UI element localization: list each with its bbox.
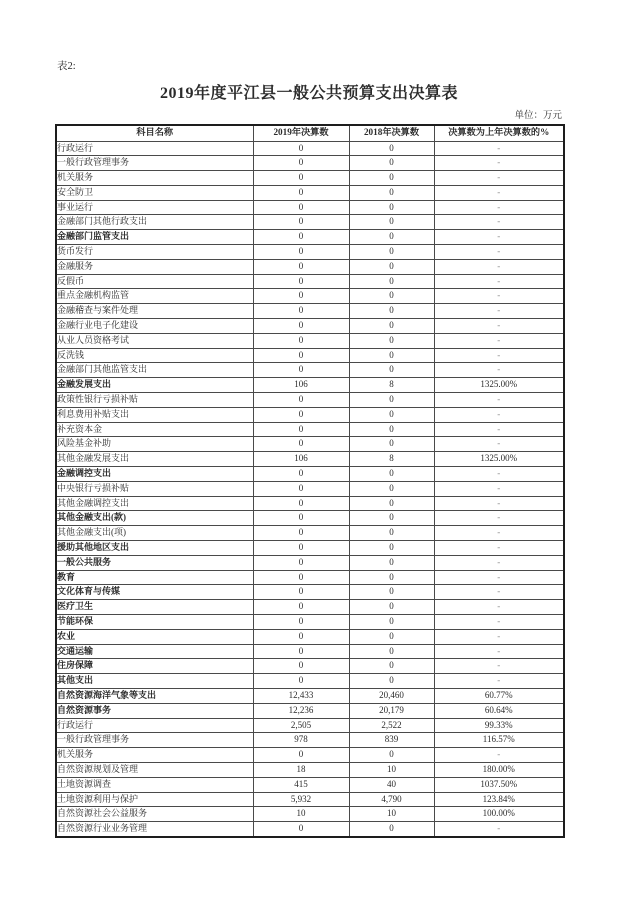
subject-name-cell: 其他金融调控支出 (56, 496, 253, 511)
percent-of-prior-year-cell: 99.33% (434, 718, 564, 733)
percent-of-prior-year-cell: 1037.50% (434, 777, 564, 792)
percent-of-prior-year-cell: - (434, 200, 564, 215)
percent-of-prior-year-cell: - (434, 422, 564, 437)
value-2019-cell: 415 (253, 777, 349, 792)
table-row (56, 348, 564, 363)
table-row (56, 230, 564, 245)
value-2018-cell: 10 (349, 762, 434, 777)
table-row (56, 289, 564, 304)
value-2018-cell: 0 (349, 541, 434, 556)
percent-of-prior-year-cell: 1325.00% (434, 378, 564, 393)
value-2019-cell: 0 (253, 200, 349, 215)
value-2019-cell: 106 (253, 452, 349, 467)
percent-of-prior-year-cell: - (434, 289, 564, 304)
percent-of-prior-year-cell: - (434, 600, 564, 615)
value-2019-cell: 18 (253, 762, 349, 777)
value-2019-cell: 0 (253, 363, 349, 378)
table-row (56, 245, 564, 260)
value-2018-cell: 0 (349, 141, 434, 156)
subject-name-cell: 其他支出 (56, 674, 253, 689)
subject-name-cell: 自然资源规划及管理 (56, 762, 253, 777)
value-2019-cell: 5,932 (253, 792, 349, 807)
table-row (56, 703, 564, 718)
value-2018-cell: 0 (349, 422, 434, 437)
table-row (56, 541, 564, 556)
percent-of-prior-year-cell: - (434, 748, 564, 763)
table-row (56, 304, 564, 319)
percent-of-prior-year-cell: 1325.00% (434, 452, 564, 467)
value-2019-cell: 0 (253, 304, 349, 319)
subject-name-cell: 教育 (56, 570, 253, 585)
percent-of-prior-year-cell: - (434, 245, 564, 260)
value-2018-cell: 0 (349, 659, 434, 674)
subject-name-cell: 土地资源利用与保护 (56, 792, 253, 807)
value-2019-cell: 0 (253, 541, 349, 556)
value-2019-cell: 106 (253, 378, 349, 393)
percent-of-prior-year-cell: - (434, 629, 564, 644)
value-2019-cell: 0 (253, 526, 349, 541)
value-2019-cell: 0 (253, 629, 349, 644)
value-2019-cell: 0 (253, 496, 349, 511)
percent-of-prior-year-cell: - (434, 393, 564, 408)
percent-of-prior-year-cell: - (434, 511, 564, 526)
subject-name-cell: 利息费用补贴支出 (56, 407, 253, 422)
value-2018-cell: 0 (349, 230, 434, 245)
value-2019-cell: 0 (253, 141, 349, 156)
value-2018-cell: 0 (349, 363, 434, 378)
value-2019-cell: 0 (253, 422, 349, 437)
subject-name-cell: 一般行政管理事务 (56, 156, 253, 171)
percent-of-prior-year-cell: - (434, 215, 564, 230)
subject-name-cell: 金融行业电子化建设 (56, 319, 253, 334)
table-row (56, 467, 564, 482)
table-row (56, 777, 564, 792)
table-row (56, 363, 564, 378)
subject-name-cell: 金融部门其他监管支出 (56, 363, 253, 378)
subject-name-cell: 援助其他地区支出 (56, 541, 253, 556)
subject-name-cell: 金融服务 (56, 259, 253, 274)
subject-name-cell: 文化体育与传媒 (56, 585, 253, 600)
value-2018-cell: 0 (349, 511, 434, 526)
value-2018-cell: 0 (349, 289, 434, 304)
value-2018-cell: 10 (349, 807, 434, 822)
value-2018-cell: 0 (349, 259, 434, 274)
table-row (56, 526, 564, 541)
table-row (56, 215, 564, 230)
percent-of-prior-year-cell: - (434, 363, 564, 378)
subject-name-cell: 补充资本金 (56, 422, 253, 437)
subject-name-cell: 机关服务 (56, 171, 253, 186)
percent-of-prior-year-cell: - (434, 615, 564, 630)
subject-name-cell: 事业运行 (56, 200, 253, 215)
table-row (56, 644, 564, 659)
value-2019-cell: 0 (253, 348, 349, 363)
value-2019-cell: 0 (253, 615, 349, 630)
percent-of-prior-year-cell: - (434, 304, 564, 319)
value-2018-cell: 8 (349, 452, 434, 467)
percent-of-prior-year-cell: - (434, 585, 564, 600)
value-2018-cell: 0 (349, 245, 434, 260)
value-2019-cell: 0 (253, 600, 349, 615)
subject-name-cell: 风险基金补助 (56, 437, 253, 452)
value-2018-cell: 0 (349, 215, 434, 230)
percent-of-prior-year-cell: - (434, 570, 564, 585)
percent-of-prior-year-cell: - (434, 496, 564, 511)
value-2019-cell: 0 (253, 822, 349, 837)
table-row (56, 481, 564, 496)
percent-of-prior-year-cell: - (434, 541, 564, 556)
percent-of-prior-year-cell: - (434, 822, 564, 837)
value-2018-cell: 839 (349, 733, 434, 748)
percent-of-prior-year-cell: 116.57% (434, 733, 564, 748)
subject-name-cell: 行政运行 (56, 718, 253, 733)
subject-name-cell: 金融稽查与案件处理 (56, 304, 253, 319)
value-2018-cell: 0 (349, 615, 434, 630)
percent-of-prior-year-cell: - (434, 407, 564, 422)
subject-name-cell: 反洗钱 (56, 348, 253, 363)
percent-of-prior-year-cell: 180.00% (434, 762, 564, 777)
value-2019-cell: 0 (253, 437, 349, 452)
table-header-row (56, 125, 564, 141)
percent-of-prior-year-cell: 100.00% (434, 807, 564, 822)
subject-name-cell: 一般行政管理事务 (56, 733, 253, 748)
value-2019-cell: 0 (253, 555, 349, 570)
table-body (56, 141, 564, 837)
table-row (56, 437, 564, 452)
subject-name-cell: 政策性银行亏损补贴 (56, 393, 253, 408)
value-2019-cell: 0 (253, 333, 349, 348)
value-2018-cell: 4,790 (349, 792, 434, 807)
table-row (56, 659, 564, 674)
value-2018-cell: 0 (349, 481, 434, 496)
percent-of-prior-year-cell: - (434, 526, 564, 541)
percent-of-prior-year-cell: 123.84% (434, 792, 564, 807)
value-2018-cell: 0 (349, 570, 434, 585)
percent-of-prior-year-cell: - (434, 674, 564, 689)
value-2019-cell: 0 (253, 644, 349, 659)
value-2019-cell: 0 (253, 511, 349, 526)
table-row (56, 629, 564, 644)
subject-name-cell: 住房保障 (56, 659, 253, 674)
value-2019-cell: 0 (253, 674, 349, 689)
percent-of-prior-year-cell: 60.64% (434, 703, 564, 718)
value-2018-cell: 0 (349, 171, 434, 186)
table-row (56, 141, 564, 156)
subject-name-cell: 农业 (56, 629, 253, 644)
table-row (56, 600, 564, 615)
percent-of-prior-year-cell: - (434, 259, 564, 274)
table-row (56, 511, 564, 526)
subject-name-cell: 金融部门其他行政支出 (56, 215, 253, 230)
value-2018-cell: 0 (349, 393, 434, 408)
percent-of-prior-year-cell: - (434, 333, 564, 348)
value-2018-cell: 0 (349, 822, 434, 837)
value-2018-cell: 40 (349, 777, 434, 792)
value-2018-cell: 0 (349, 348, 434, 363)
subject-name-cell: 重点金融机构监管 (56, 289, 253, 304)
table-row (56, 762, 564, 777)
value-2019-cell: 0 (253, 393, 349, 408)
subject-name-cell: 货币发行 (56, 245, 253, 260)
subject-name-cell: 金融部门监管支出 (56, 230, 253, 245)
value-2019-cell: 0 (253, 259, 349, 274)
value-2019-cell: 0 (253, 156, 349, 171)
table-row (56, 792, 564, 807)
value-2018-cell: 0 (349, 274, 434, 289)
table-row (56, 688, 564, 703)
value-2018-cell: 0 (349, 748, 434, 763)
value-2018-cell: 20,460 (349, 688, 434, 703)
percent-of-prior-year-cell: 60.77% (434, 688, 564, 703)
subject-name-cell: 自然资源社会公益服务 (56, 807, 253, 822)
unit-note: 单位：万元 (514, 111, 562, 121)
table-row (56, 718, 564, 733)
table-row (56, 407, 564, 422)
subject-name-cell: 从业人员资格考试 (56, 333, 253, 348)
table-row (56, 615, 564, 630)
value-2019-cell: 0 (253, 748, 349, 763)
percent-of-prior-year-cell: - (434, 644, 564, 659)
value-2018-cell: 2,522 (349, 718, 434, 733)
percent-of-prior-year-cell: - (434, 348, 564, 363)
value-2019-cell: 0 (253, 407, 349, 422)
value-2019-cell: 0 (253, 171, 349, 186)
percent-of-prior-year-cell: - (434, 274, 564, 289)
value-2018-cell: 0 (349, 407, 434, 422)
table-row (56, 200, 564, 215)
column-header-subject: 科目名称 (56, 125, 253, 141)
value-2018-cell: 0 (349, 674, 434, 689)
value-2018-cell: 0 (349, 319, 434, 334)
value-2019-cell: 0 (253, 467, 349, 482)
subject-name-cell: 金融调控支出 (56, 467, 253, 482)
table-row (56, 422, 564, 437)
value-2018-cell: 0 (349, 585, 434, 600)
percent-of-prior-year-cell: - (434, 141, 564, 156)
subject-name-cell: 交通运输 (56, 644, 253, 659)
value-2018-cell: 0 (349, 185, 434, 200)
percent-of-prior-year-cell: - (434, 319, 564, 334)
table-row (56, 822, 564, 837)
value-2018-cell: 0 (349, 467, 434, 482)
table-row (56, 748, 564, 763)
budget-table (55, 124, 565, 838)
percent-of-prior-year-cell: - (434, 171, 564, 186)
table-row (56, 555, 564, 570)
table-row (56, 393, 564, 408)
percent-of-prior-year-cell: - (434, 467, 564, 482)
subject-name-cell: 安全防卫 (56, 185, 253, 200)
table-row (56, 496, 564, 511)
value-2019-cell: 0 (253, 215, 349, 230)
value-2018-cell: 0 (349, 156, 434, 171)
value-2018-cell: 0 (349, 555, 434, 570)
value-2019-cell: 0 (253, 570, 349, 585)
subject-name-cell: 行政运行 (56, 141, 253, 156)
percent-of-prior-year-cell: - (434, 555, 564, 570)
table-row (56, 185, 564, 200)
subject-name-cell: 医疗卫生 (56, 600, 253, 615)
value-2019-cell: 0 (253, 289, 349, 304)
subject-name-cell: 其他金融发展支出 (56, 452, 253, 467)
subject-name-cell: 节能环保 (56, 615, 253, 630)
subject-name-cell: 反假币 (56, 274, 253, 289)
table-number-label: 表2: (57, 61, 76, 72)
value-2018-cell: 0 (349, 644, 434, 659)
value-2018-cell: 0 (349, 629, 434, 644)
subject-name-cell: 自然资源事务 (56, 703, 253, 718)
table-row (56, 378, 564, 393)
table-row (56, 319, 564, 334)
table-row (56, 333, 564, 348)
value-2019-cell: 0 (253, 319, 349, 334)
column-header-percent: 决算数为上年决算数的% (434, 125, 564, 141)
value-2019-cell: 0 (253, 245, 349, 260)
percent-of-prior-year-cell: - (434, 156, 564, 171)
value-2018-cell: 8 (349, 378, 434, 393)
subject-name-cell: 其他金融支出(款) (56, 511, 253, 526)
value-2018-cell: 0 (349, 333, 434, 348)
value-2019-cell: 10 (253, 807, 349, 822)
value-2019-cell: 12,433 (253, 688, 349, 703)
table-row (56, 807, 564, 822)
column-header-2018: 2018年决算数 (349, 125, 434, 141)
value-2018-cell: 0 (349, 304, 434, 319)
table-row (56, 585, 564, 600)
table-row (56, 171, 564, 186)
percent-of-prior-year-cell: - (434, 437, 564, 452)
value-2018-cell: 0 (349, 526, 434, 541)
table-row (56, 674, 564, 689)
value-2019-cell: 978 (253, 733, 349, 748)
table-row (56, 570, 564, 585)
value-2018-cell: 0 (349, 200, 434, 215)
table-row (56, 259, 564, 274)
percent-of-prior-year-cell: - (434, 659, 564, 674)
subject-name-cell: 一般公共服务 (56, 555, 253, 570)
subject-name-cell: 金融发展支出 (56, 378, 253, 393)
column-header-2019: 2019年决算数 (253, 125, 349, 141)
subject-name-cell: 机关服务 (56, 748, 253, 763)
percent-of-prior-year-cell: - (434, 481, 564, 496)
table-row (56, 452, 564, 467)
table-row (56, 274, 564, 289)
value-2019-cell: 0 (253, 659, 349, 674)
subject-name-cell: 自然资源行业业务管理 (56, 822, 253, 837)
table-row (56, 156, 564, 171)
value-2018-cell: 0 (349, 437, 434, 452)
subject-name-cell: 自然资源海洋气象等支出 (56, 688, 253, 703)
value-2018-cell: 0 (349, 496, 434, 511)
page-title: 2019年度平江县一般公共预算支出决算表 (159, 85, 458, 102)
percent-of-prior-year-cell: - (434, 185, 564, 200)
subject-name-cell: 中央银行亏损补贴 (56, 481, 253, 496)
subject-name-cell: 土地资源调查 (56, 777, 253, 792)
value-2019-cell: 0 (253, 274, 349, 289)
value-2019-cell: 12,236 (253, 703, 349, 718)
table-row (56, 733, 564, 748)
value-2019-cell: 0 (253, 585, 349, 600)
percent-of-prior-year-cell: - (434, 230, 564, 245)
value-2019-cell: 2,505 (253, 718, 349, 733)
value-2019-cell: 0 (253, 185, 349, 200)
value-2019-cell: 0 (253, 481, 349, 496)
subject-name-cell: 其他金融支出(项) (56, 526, 253, 541)
value-2019-cell: 0 (253, 230, 349, 245)
value-2018-cell: 0 (349, 600, 434, 615)
value-2018-cell: 20,179 (349, 703, 434, 718)
